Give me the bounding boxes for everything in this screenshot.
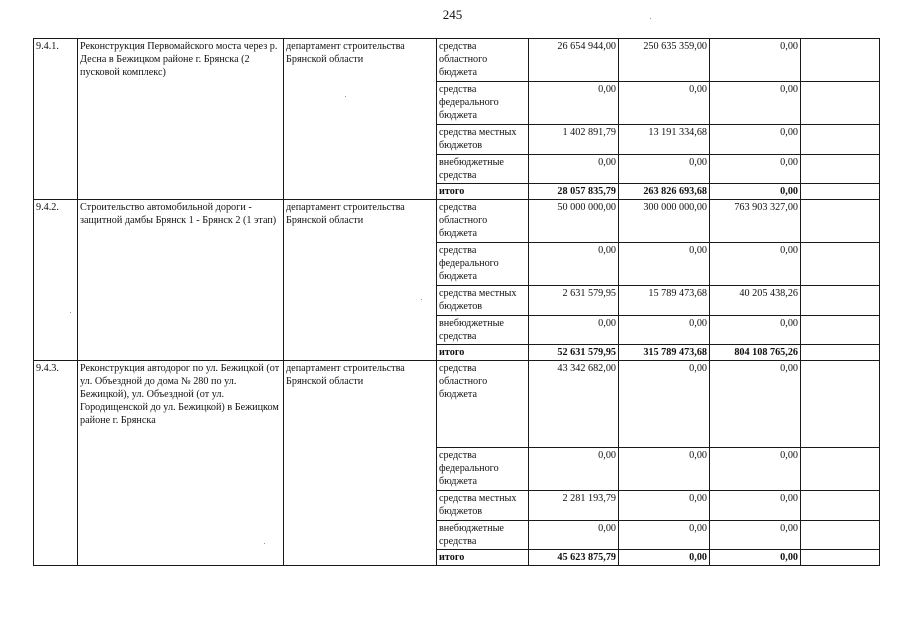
total-amount: 45 623 875,79 <box>529 550 619 566</box>
empty-cell <box>801 39 880 82</box>
item-code: 9.4.2. <box>34 200 78 361</box>
total-label: итого <box>437 550 529 566</box>
empty-cell <box>801 550 880 566</box>
amount-cell: 13 191 334,68 <box>619 125 710 155</box>
amount-cell: 300 000 000,00 <box>619 200 710 243</box>
total-amount: 0,00 <box>710 550 801 566</box>
amount-cell: 0,00 <box>710 125 801 155</box>
total-amount: 0,00 <box>710 184 801 200</box>
amount-cell: 0,00 <box>710 521 801 550</box>
item-executor: департамент строительства Брянской области <box>284 39 437 200</box>
amount-cell: 0,00 <box>710 39 801 82</box>
amount-cell: 0,00 <box>619 243 710 286</box>
empty-cell <box>801 448 880 491</box>
amount-cell: 15 789 473,68 <box>619 286 710 316</box>
amount-cell: 0,00 <box>529 316 619 345</box>
amount-cell: 0,00 <box>529 155 619 184</box>
item-code: 9.4.3. <box>34 361 78 566</box>
funding-source-label: внебюджетные средства <box>437 521 529 550</box>
amount-cell: 43 342 682,00 <box>529 361 619 448</box>
empty-cell <box>801 521 880 550</box>
empty-cell <box>801 286 880 316</box>
scan-speck <box>264 543 265 544</box>
amount-cell: 0,00 <box>710 491 801 521</box>
funding-source-label: средства местных бюджетов <box>437 125 529 155</box>
amount-cell: 2 281 193,79 <box>529 491 619 521</box>
funding-source-label: средства местных бюджетов <box>437 286 529 316</box>
funding-source-label: средства областного бюджета <box>437 39 529 82</box>
amount-cell: 0,00 <box>529 82 619 125</box>
amount-cell: 763 903 327,00 <box>710 200 801 243</box>
amount-cell: 0,00 <box>710 448 801 491</box>
table-row <box>34 361 880 448</box>
item-executor: департамент строительства Брянской области <box>284 361 437 566</box>
empty-cell <box>801 361 880 448</box>
amount-cell: 0,00 <box>619 155 710 184</box>
table-row <box>34 200 880 243</box>
total-amount: 52 631 579,95 <box>529 345 619 361</box>
item-executor: департамент строительства Брянской области <box>284 200 437 361</box>
scan-speck <box>70 312 71 313</box>
scan-speck <box>345 96 346 97</box>
item-name: Строительство автомобильной дороги - защитной дамбы Брянск 1 - Брянск 2 (1 этап) <box>78 200 284 361</box>
amount-cell: 0,00 <box>619 491 710 521</box>
item-name: Реконструкция автодорог по ул. Бежицкой (от ул. Объездной до дома № 280 по ул. Бежицкой), ул. Объездной (от ул. Городищенской до ул. Бежицкой) в Бежицком районе г. Брянска <box>78 361 284 566</box>
empty-cell <box>801 316 880 345</box>
empty-cell <box>801 184 880 200</box>
amount-cell: 0,00 <box>619 521 710 550</box>
budget-table <box>33 38 880 566</box>
funding-source-label: средства федерального бюджета <box>437 82 529 125</box>
amount-cell: 250 635 359,00 <box>619 39 710 82</box>
empty-cell <box>801 82 880 125</box>
empty-cell <box>801 155 880 184</box>
total-amount: 28 057 835,79 <box>529 184 619 200</box>
item-name: Реконструкция Первомайского моста через р. Десна в Бежицком районе г. Брянска (2 пусковой комплекс) <box>78 39 284 200</box>
funding-source-label: средства областного бюджета <box>437 200 529 243</box>
amount-cell: 26 654 944,00 <box>529 39 619 82</box>
total-amount: 315 789 473,68 <box>619 345 710 361</box>
funding-source-label: средства федерального бюджета <box>437 448 529 491</box>
amount-cell: 0,00 <box>619 82 710 125</box>
empty-cell <box>801 243 880 286</box>
empty-cell <box>801 200 880 243</box>
amount-cell: 2 631 579,95 <box>529 286 619 316</box>
amount-cell: 1 402 891,79 <box>529 125 619 155</box>
total-amount: 0,00 <box>619 550 710 566</box>
total-label: итого <box>437 345 529 361</box>
empty-cell <box>801 125 880 155</box>
item-code: 9.4.1. <box>34 39 78 200</box>
amount-cell: 0,00 <box>710 316 801 345</box>
table-row <box>34 39 880 82</box>
amount-cell: 0,00 <box>710 155 801 184</box>
amount-cell: 0,00 <box>619 361 710 448</box>
total-label: итого <box>437 184 529 200</box>
amount-cell: 0,00 <box>529 521 619 550</box>
funding-source-label: средства федерального бюджета <box>437 243 529 286</box>
scan-speck <box>421 299 422 300</box>
amount-cell: 40 205 438,26 <box>710 286 801 316</box>
empty-cell <box>801 491 880 521</box>
total-amount: 263 826 693,68 <box>619 184 710 200</box>
amount-cell: 50 000 000,00 <box>529 200 619 243</box>
funding-source-label: средства областного бюджета <box>437 361 529 448</box>
amount-cell: 0,00 <box>619 448 710 491</box>
funding-source-label: внебюджетные средства <box>437 155 529 184</box>
total-amount: 804 108 765,26 <box>710 345 801 361</box>
empty-cell <box>801 345 880 361</box>
amount-cell: 0,00 <box>619 316 710 345</box>
amount-cell: 0,00 <box>529 448 619 491</box>
scan-speck <box>650 18 651 19</box>
amount-cell: 0,00 <box>710 82 801 125</box>
amount-cell: 0,00 <box>710 243 801 286</box>
amount-cell: 0,00 <box>710 361 801 448</box>
page-number: 245 <box>442 7 463 22</box>
amount-cell: 0,00 <box>529 243 619 286</box>
funding-source-label: средства местных бюджетов <box>437 491 529 521</box>
funding-source-label: внебюджетные средства <box>437 316 529 345</box>
